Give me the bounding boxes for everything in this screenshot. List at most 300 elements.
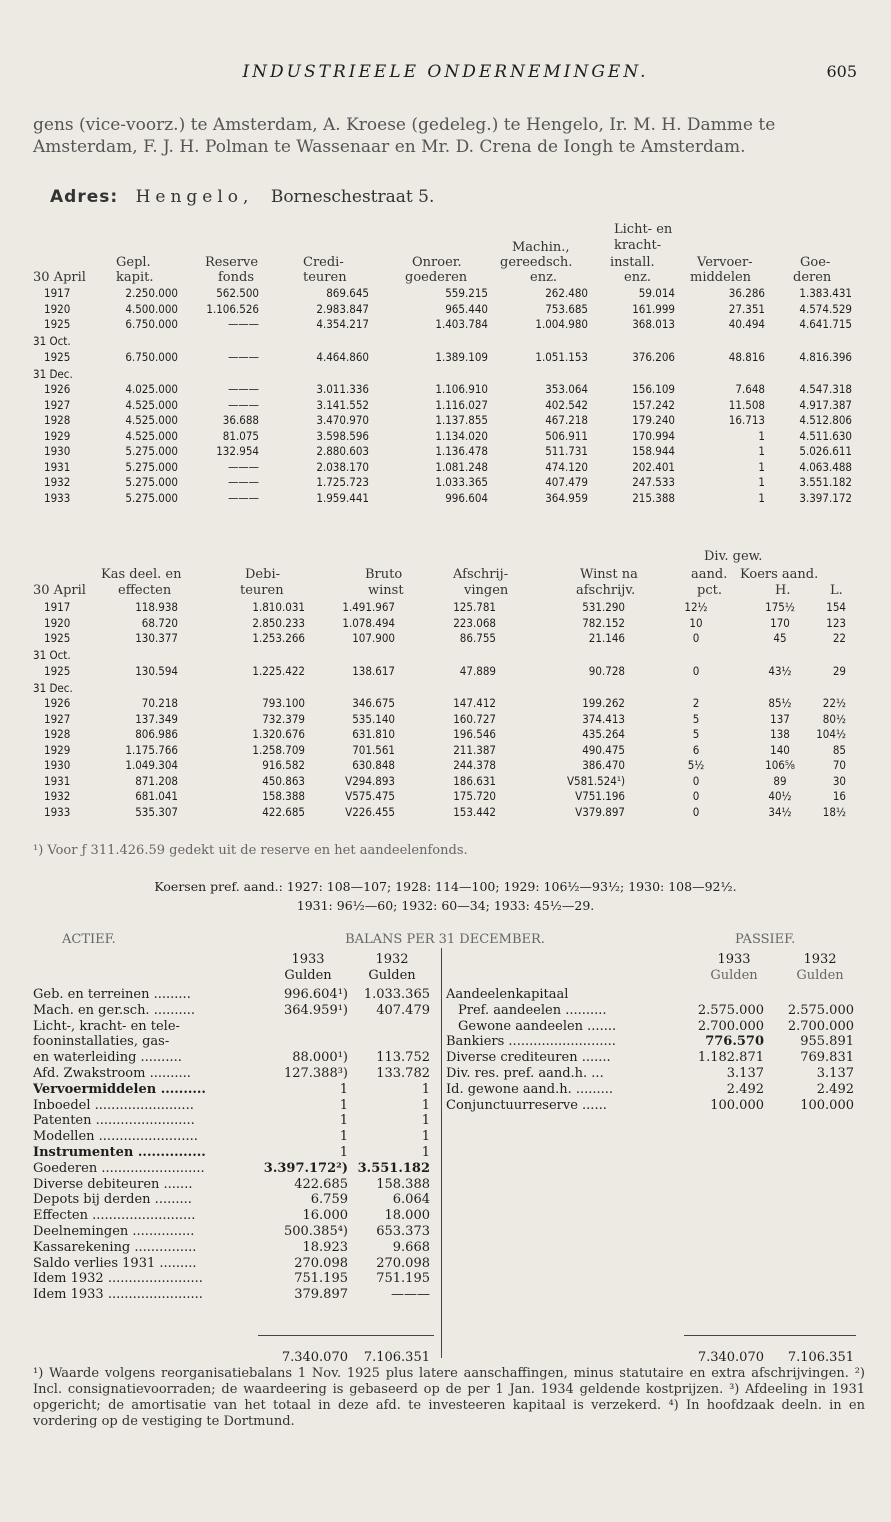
- actief-1932: 407.479: [376, 1002, 430, 1018]
- actief-item: en waterleiding ..........: [33, 1050, 182, 1066]
- col-header-goe_1: Goe-: [800, 255, 831, 270]
- passief-1933: 2.492: [726, 1081, 764, 1097]
- table1-cell: 36.688: [222, 413, 259, 427]
- table1-cell: 3.141.552: [316, 397, 369, 412]
- actief-item: Idem 1932 .......................: [33, 1271, 203, 1287]
- col-header-reserve_1: Reserve: [205, 255, 259, 270]
- table2-cell: 450.863: [262, 773, 305, 788]
- row-year: 1925: [44, 349, 71, 364]
- page-number: 605: [826, 62, 857, 81]
- table2-cell: 22½: [822, 696, 846, 710]
- row-year: 1927: [44, 711, 71, 726]
- table1-cell: 36.286: [728, 286, 765, 300]
- col-header-gepl_2: kapit.: [116, 270, 154, 285]
- table1-cell: 4.512.806: [799, 413, 852, 427]
- table2-cell: 138.617: [352, 663, 395, 678]
- total-actief-1932: 7.106.351: [363, 1350, 430, 1365]
- address-label: Adres:: [50, 187, 119, 207]
- table2-cell: 1.491.967: [342, 600, 395, 614]
- table2-cell: 916.582: [262, 758, 305, 772]
- actief-1932: 1: [421, 1129, 430, 1145]
- table1-cell: 4.525.000: [125, 413, 178, 427]
- table2-cell: 125.781: [453, 600, 496, 614]
- table2-cell: 123: [826, 615, 846, 630]
- table1-cell: ———: [227, 382, 259, 396]
- total-passief-1932: 7.106.351: [787, 1350, 854, 1365]
- table1-cell: 4.354.217: [316, 317, 369, 331]
- col-header-koers_1: Koers aand.: [740, 567, 819, 582]
- actief-1933: 16.000: [302, 1208, 348, 1224]
- table2-cell: 30: [832, 773, 846, 788]
- table1-cell: 4.547.318: [799, 382, 852, 396]
- row-year: 1931: [44, 459, 71, 474]
- table2-cell: 147.412: [453, 696, 496, 710]
- actief-1933: 379.897: [294, 1287, 348, 1303]
- actief-item: fooninstallaties, gas-: [33, 1034, 170, 1050]
- actief-item: Inboedel ........................: [33, 1097, 194, 1113]
- table1-cell: 202.401: [632, 459, 675, 474]
- passief-item: Bankiers ..........................: [446, 1034, 616, 1050]
- table2-cell: 1.253.266: [252, 631, 305, 645]
- row-date-label: 31 Oct.: [33, 334, 71, 348]
- table2-cell: 701.561: [352, 742, 395, 757]
- passief-item: Id. gewone aand.h. .........: [446, 1081, 614, 1097]
- table2-cell: 5: [692, 711, 700, 726]
- actief-item: Saldo verlies 1931 .........: [33, 1255, 197, 1271]
- table2-cell: 196.546: [453, 727, 496, 741]
- passief-1932: 100.000: [800, 1097, 854, 1113]
- table1-cell: 5.275.000: [125, 459, 178, 474]
- table1-cell: 4.816.396: [799, 349, 852, 364]
- table2-cell: 18½: [822, 804, 846, 819]
- table1-cell: 1.725.723: [316, 475, 369, 489]
- table2-cell: V581.524¹): [566, 773, 625, 788]
- table1-cell: 1.136.478: [435, 444, 488, 458]
- actief-item: Diverse debiteuren .......: [33, 1176, 193, 1192]
- actief-1932: 113.752: [376, 1050, 430, 1066]
- table2-cell: 386.470: [582, 758, 625, 772]
- table2-cell: 535.307: [135, 804, 178, 819]
- passief-1933: 3.137: [726, 1066, 764, 1081]
- table2-cell: 435.264: [582, 727, 625, 741]
- col-header-credi_2: teuren: [303, 270, 347, 285]
- actief-item: Licht-, kracht- en tele-: [33, 1018, 180, 1034]
- col-header-bruto_2: winst: [368, 583, 404, 598]
- table2-cell: 12½: [684, 600, 708, 614]
- table1-cell: 1: [758, 444, 765, 458]
- actief-1932: 158.388: [376, 1176, 430, 1192]
- passief-1932: 955.891: [800, 1034, 854, 1050]
- actief-1933: 1: [339, 1129, 348, 1145]
- table2-cell: 106⅝: [765, 758, 795, 772]
- table1-cell: 965.440: [445, 301, 488, 316]
- table1-cell: 368.013: [632, 317, 675, 331]
- table2-cell: 223.068: [453, 615, 496, 630]
- table1-cell: 3.598.596: [316, 428, 369, 443]
- balance-footnotes: ¹) Waarde volgens reorganisatiebalans 1 Nov. 1925 plus latere aanschaffingen, minus statutaire en extra afschrijvingen. ²) Incl. consignatievoorraden; de waardeering is gebaseerd op de per 1 Jan. 1934 geldende kostprijzen. ³) Afdeeling in 1931 opgericht; de amortisatie van het totaal in deze afd. te investeeren kapitaal is verzekerd. ⁴) In hoofdzaak deeln. in en vordering op de vestiging te Dortmund.: [33, 1366, 865, 1429]
- table2-cell: 0: [692, 631, 700, 645]
- table2-cell: V226.455: [345, 804, 395, 819]
- table1-cell: 402.542: [545, 397, 588, 412]
- table2-cell: 2.850.233: [252, 615, 305, 630]
- table1-cell: 1.134.020: [435, 428, 488, 443]
- col-header-gepl_1: Gepl.: [116, 255, 151, 270]
- table2-cell: V575.475: [345, 789, 395, 803]
- table1-cell: 7.648: [735, 382, 765, 396]
- table1-cell: 262.480: [545, 286, 588, 300]
- table1-cell: 559.215: [445, 286, 488, 300]
- table1-cell: 6.750.000: [125, 317, 178, 331]
- table2-cell: 158.388: [262, 789, 305, 803]
- table1-cell: 81.075: [222, 428, 259, 443]
- table1-cell: 1.959.441: [316, 490, 369, 505]
- table2-cell: 80½: [822, 711, 846, 726]
- actief-1933: 1: [339, 1081, 348, 1097]
- table2-cell: V379.897: [575, 804, 625, 819]
- balans-divider: [441, 948, 442, 1358]
- actief-1932: 9.668: [392, 1239, 430, 1255]
- table1-cell: 2.983.847: [316, 301, 369, 316]
- running-title: INDUSTRIEELE ONDERNEMINGEN.: [242, 62, 649, 82]
- table2-cell: 211.387: [453, 742, 496, 757]
- table2-cell: 68.720: [141, 615, 178, 630]
- table1-cell: 4.574.529: [799, 301, 852, 316]
- table1-cell: 511.731: [545, 444, 588, 458]
- table2-cell: 47.889: [459, 663, 496, 678]
- row-year: 1931: [44, 773, 71, 788]
- table1-cell: 215.388: [632, 490, 675, 505]
- actief-1932: 751.195: [376, 1271, 430, 1287]
- col-header-afschr_2: vingen: [464, 583, 509, 598]
- col-header-debi_1: Debi-: [245, 567, 280, 582]
- row-year: 1929: [44, 742, 71, 757]
- actief-1932: 1.033.365: [363, 987, 430, 1002]
- actief-1933: 270.098: [294, 1255, 348, 1271]
- table1-cell: 4.525.000: [125, 397, 178, 412]
- row-year: 1932: [44, 789, 71, 803]
- table1-cell: 247.533: [632, 475, 675, 489]
- col-header-licht_2: kracht-: [614, 238, 662, 253]
- col-year-1933-right: 1933: [717, 952, 751, 967]
- passief-1933: 776.570: [705, 1034, 764, 1050]
- col-header-div_2: aand.: [691, 567, 728, 582]
- table2-cell: 782.152: [582, 615, 625, 630]
- actief-1933: 1: [339, 1097, 348, 1113]
- col-header-date: 30 April: [33, 583, 86, 598]
- actief-1932: 1: [421, 1145, 430, 1160]
- table2-cell: 490.475: [582, 742, 625, 757]
- table2-cell: 89: [773, 773, 787, 788]
- table2-cell: 137.349: [135, 711, 178, 726]
- table1-cell: 1.383.431: [799, 286, 852, 300]
- table2-cell: 0: [692, 789, 700, 803]
- table1-cell: 1: [758, 459, 765, 474]
- table2-cell: 138: [770, 727, 790, 741]
- table2-cell: 154: [826, 600, 846, 614]
- table1-cell: 407.479: [545, 475, 588, 489]
- table1-cell: 4.641.715: [799, 317, 852, 331]
- table2-cell: 153.442: [453, 804, 496, 819]
- table2-cell: 631.810: [352, 727, 395, 741]
- col-header-onroer_1: Onroer.: [412, 255, 462, 270]
- row-year: 1929: [44, 428, 71, 443]
- table2-cell: 0: [692, 773, 700, 788]
- page-header: [30, 62, 861, 84]
- passief-item: Div. res. pref. aand.h. ...: [446, 1066, 604, 1081]
- col-header-debi_2: teuren: [240, 583, 284, 598]
- col-gulden-left-2: Gulden: [368, 968, 416, 983]
- table2-cell: 137: [770, 711, 790, 726]
- actief-item: Afd. Zwakstroom ..........: [33, 1066, 191, 1081]
- table2-cell: 16: [832, 789, 846, 803]
- passief-item: Aandeelenkapitaal: [446, 987, 569, 1002]
- actief-item: Idem 1933 .......................: [33, 1287, 203, 1303]
- table2-cell: 175½: [765, 600, 795, 614]
- table1-cell: ———: [227, 490, 259, 505]
- table2-cell: 244.378: [453, 758, 496, 772]
- actief-1933: 3.397.172²): [263, 1160, 348, 1176]
- row-date-label: 31 Oct.: [33, 648, 71, 662]
- passief-1932: 3.137: [816, 1066, 854, 1081]
- col-header-licht_3: install.: [610, 255, 655, 270]
- table2-cell: V751.196: [575, 789, 625, 803]
- actief-1933: 364.959¹): [283, 1002, 348, 1018]
- address-street: Borneschestraat 5.: [270, 187, 435, 207]
- table1-cell: 27.351: [728, 301, 765, 316]
- koersen-pref: [0, 877, 891, 915]
- table2-cell: 630.848: [352, 758, 395, 772]
- table2-cell: 85½: [768, 696, 792, 710]
- table1-cell: 3.397.172: [799, 490, 852, 505]
- table1-cell: 753.685: [545, 301, 588, 316]
- table2-cell: 2: [692, 696, 700, 710]
- table1-cell: 376.206: [632, 349, 675, 364]
- table2-cell: 43½: [768, 663, 792, 678]
- row-year: 1930: [44, 758, 71, 772]
- table2-cell: 5½: [687, 758, 705, 772]
- actief-item: Depots bij derden .........: [33, 1192, 192, 1208]
- table2-cell: 186.631: [453, 773, 496, 788]
- table2-cell: 6: [692, 742, 700, 757]
- actief-item: Effecten .........................: [33, 1208, 196, 1224]
- table2-cell: 681.041: [135, 789, 178, 803]
- table2-cell: 1.225.422: [252, 663, 305, 678]
- actief-1933: 500.385⁴): [283, 1224, 348, 1239]
- passief-item: Pref. aandeelen ..........: [458, 1002, 607, 1018]
- address-city: Hengelo,: [135, 187, 254, 207]
- total-actief-1933: 7.340.070: [281, 1350, 348, 1365]
- col-year-1932-left: 1932: [375, 952, 409, 967]
- table2-cell: 1.258.709: [252, 742, 305, 757]
- intro-paragraph: gens (vice-voorz.) te Amsterdam, A. Kroese (gedeleg.) te Hengelo, Ir. M. H. Damme te Amsterdam, F. J. H. Polman te Wassenaar en Mr. D. Crena de Iongh te Amsterdam.: [33, 115, 776, 157]
- table1-cell: 1: [758, 428, 765, 443]
- table2-cell: 535.140: [352, 711, 395, 726]
- col-header-koers_l: L.: [830, 583, 843, 598]
- balans-passief-label: PASSIEF.: [735, 932, 796, 947]
- actief-1933: 18.923: [302, 1239, 348, 1255]
- table1-cell: 996.604: [445, 490, 488, 505]
- table1-cell: 4.917.387: [799, 397, 852, 412]
- total-rule-right: [684, 1335, 856, 1336]
- table1-cell: 3.011.336: [316, 382, 369, 396]
- row-date-label: 31 Dec.: [33, 366, 73, 381]
- table2-cell: 90.728: [588, 663, 625, 678]
- row-year: 1928: [44, 413, 71, 427]
- table1-cell: 132.954: [216, 444, 259, 458]
- table1-cell: 3.470.970: [316, 413, 369, 427]
- table2-cell: 70: [832, 758, 846, 772]
- actief-item: Vervoermiddelen ..........: [33, 1081, 206, 1097]
- table1-cell: 16.713: [728, 413, 765, 427]
- table2-cell: 140: [770, 742, 790, 757]
- table1-cell: 59.014: [638, 286, 675, 300]
- balans-title: BALANS PER 31 DECEMBER.: [345, 932, 545, 947]
- actief-item: Modellen ........................: [33, 1129, 198, 1145]
- actief-1932: 3.551.182: [357, 1160, 430, 1176]
- col-header-credi_1: Credi-: [303, 255, 344, 270]
- table2-cell: 732.379: [262, 711, 305, 726]
- actief-1933: 422.685: [294, 1176, 348, 1192]
- actief-1933: 1: [339, 1145, 348, 1160]
- passief-item: Diverse crediteuren .......: [446, 1050, 611, 1066]
- table2-cell: 199.262: [582, 696, 625, 710]
- col-header-afschr_1: Afschrij-: [453, 567, 509, 582]
- table1-cell: 1.389.109: [435, 349, 488, 364]
- row-year: 1933: [44, 804, 71, 819]
- table2-cell: 40½: [768, 789, 792, 803]
- table2-cell: 170: [770, 615, 790, 630]
- table1-cell: 4.525.000: [125, 428, 178, 443]
- table2-cell: 1.078.494: [342, 615, 395, 630]
- col-header-machin_3: enz.: [530, 270, 558, 285]
- table1-cell: 1.106.526: [206, 301, 259, 316]
- table2-cell: 85: [832, 742, 846, 757]
- actief-item: Instrumenten ...............: [33, 1145, 206, 1160]
- table2-cell: 34½: [768, 804, 792, 819]
- table1-cell: ———: [227, 459, 259, 474]
- table2-cell: 1.175.766: [125, 742, 178, 757]
- col-header-winst_2: afschrijv.: [576, 583, 636, 598]
- table2-cell: 806.986: [135, 727, 178, 741]
- address-line: [50, 187, 434, 207]
- table1-cell: 467.218: [545, 413, 588, 427]
- col-header-vervoer_1: Vervoer-: [697, 255, 753, 270]
- passief-1933: 2.575.000: [697, 1002, 764, 1018]
- table1-cell: 1.137.855: [435, 413, 488, 427]
- passief-1933: 100.000: [710, 1097, 764, 1113]
- actief-item: Geb. en terreinen .........: [33, 987, 191, 1002]
- passief-1933: 1.182.871: [697, 1050, 764, 1066]
- total-rule-left: [258, 1335, 434, 1336]
- row-year: 1925: [44, 631, 71, 645]
- col-header-winst_1: Winst na: [580, 567, 638, 582]
- row-year: 1930: [44, 444, 71, 458]
- row-year: 1920: [44, 301, 71, 316]
- table2-cell: 374.413: [582, 711, 625, 726]
- row-date-label: 31 Dec.: [33, 680, 73, 695]
- row-year: 1917: [44, 600, 71, 614]
- table1-cell: 4.511.630: [799, 428, 852, 443]
- row-year: 1927: [44, 397, 71, 412]
- table1-cell: 4.025.000: [125, 382, 178, 396]
- col-header-onroer_2: goederen: [405, 270, 468, 285]
- actief-item: Kassarekening ...............: [33, 1239, 197, 1255]
- table2-cell: 0: [692, 804, 700, 819]
- col-header-div_3: pct.: [697, 583, 722, 598]
- table2-cell: 175.720: [453, 789, 496, 803]
- table2-cell: 871.208: [135, 773, 178, 788]
- col-header-licht_4: enz.: [624, 270, 652, 285]
- table1-cell: 157.242: [632, 397, 675, 412]
- actief-item: Goederen .........................: [33, 1160, 205, 1176]
- col-header-kas_2: effecten: [118, 583, 172, 598]
- table1-cell: 158.944: [632, 444, 675, 458]
- table2-cell: 29: [832, 663, 846, 678]
- table2-cell: 22: [832, 631, 846, 645]
- actief-1932: 1: [421, 1113, 430, 1129]
- actief-item: Mach. en ger.sch. ..........: [33, 1002, 196, 1018]
- table2-cell: 107.900: [352, 631, 395, 645]
- table1-cell: 1: [758, 490, 765, 505]
- table2-cell: 104½: [816, 727, 846, 741]
- passief-item: Gewone aandeelen .......: [458, 1018, 617, 1034]
- col-header-bruto_1: Bruto: [365, 567, 403, 582]
- actief-1932: 653.373: [376, 1224, 430, 1239]
- row-year: 1925: [44, 317, 71, 331]
- row-year: 1932: [44, 475, 71, 489]
- col-year-1932-right: 1932: [803, 952, 837, 967]
- table1-cell: 1.033.365: [435, 475, 488, 489]
- table2-cell: 793.100: [262, 696, 305, 710]
- table1-cell: 869.645: [326, 286, 369, 300]
- actief-1933: 6.759: [310, 1192, 348, 1208]
- table2-cell: V294.893: [345, 773, 395, 788]
- table1-cell: 179.240: [632, 413, 675, 427]
- table1-cell: 11.508: [728, 397, 765, 412]
- table1-cell: ———: [227, 317, 259, 331]
- table1-cell: 2.880.603: [316, 444, 369, 458]
- passief-1932: 769.831: [800, 1050, 854, 1066]
- row-year: 1933: [44, 490, 71, 505]
- table2-cell: 21.146: [588, 631, 625, 645]
- row-year: 1920: [44, 615, 71, 630]
- col-header-machin_1: Machin.,: [512, 240, 570, 255]
- passief-1932: 2.575.000: [787, 1002, 854, 1018]
- table1-cell: 5.275.000: [125, 444, 178, 458]
- table2-cell: 0: [692, 663, 700, 678]
- row-year: 1926: [44, 382, 71, 396]
- table1-cell: 161.999: [632, 301, 675, 316]
- table1-cell: 1.403.784: [435, 317, 488, 331]
- table1-cell: ———: [227, 397, 259, 412]
- table1-cell: 1.051.153: [535, 349, 588, 364]
- table1-cell: 1.081.248: [435, 459, 488, 474]
- passief-1932: 2.492: [816, 1081, 854, 1097]
- actief-1933: 751.195: [294, 1271, 348, 1287]
- table2-cell: 130.377: [135, 631, 178, 645]
- col-gulden-right-2: Gulden: [796, 968, 844, 983]
- col-header-goe_2: deren: [793, 270, 832, 285]
- table1-cell: 364.959: [545, 490, 588, 505]
- table1-cell: 48.816: [728, 349, 765, 364]
- table1-cell: 3.551.182: [799, 475, 852, 489]
- col-header-div_1: Div. gew.: [704, 549, 763, 564]
- table2-cell: 5: [692, 727, 700, 741]
- table1-cell: 4.464.860: [316, 349, 369, 364]
- actief-1932: 18.000: [384, 1208, 430, 1224]
- col-header-kas_1: Kas deel. en: [101, 567, 182, 582]
- table2-cell: 10: [689, 615, 703, 630]
